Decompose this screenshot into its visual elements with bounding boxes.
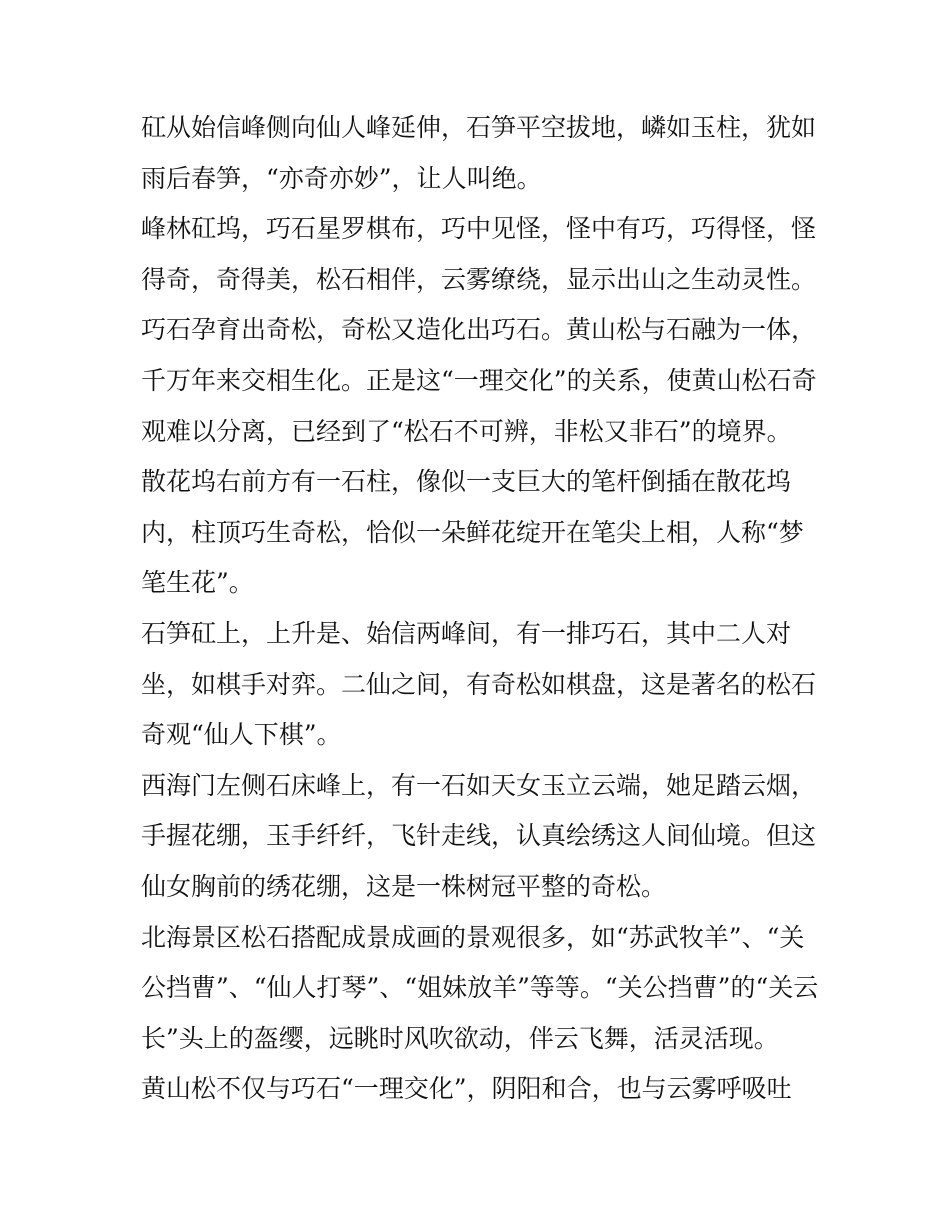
text-line: 坐，如棋手对弈。二仙之间，有奇松如棋盘，这是著名的松石 [141,669,817,699]
text-line: 矼从始信峰侧向仙人峰延伸，石笋平空拔地，嶙如玉柱，犹如 [141,113,817,142]
text-line: 黄山松不仅与巧石“一理交化”，阴阳和合，也与云雾呼吸吐 [141,1074,792,1104]
text-line: 散花坞右前方有一石柱，像似一支巨大的笔杆倒插在散花坞 [141,467,792,497]
text-line: 笔生花”。 [141,568,254,598]
text-line: 北海景区松石搭配成景成画的景观很多，如“苏武牧羊”、“关 [141,922,805,952]
text-line: 雨后春笋，“亦奇亦妙”，让人叫绝。 [141,163,542,193]
document-page [141,103,821,1115]
text-line: 仙女胸前的绣花绷，这是一株树冠平整的奇松。 [141,871,667,901]
text-line: 峰林矼坞，巧石星罗棋布，巧中见怪，怪中有巧，巧得怪，怪 [141,214,817,244]
text-line: 长”头上的盔缨，远眺时风吹欲动，伴云飞舞，活灵活现。 [141,1023,779,1053]
text-line: 得奇，奇得美，松石相伴，云雾缭绕，显示出山之生动灵性。 [141,264,817,294]
text-line: 奇观“仙人下棋”。 [141,720,342,750]
text-line: 手握花绷，玉手纤纤，飞针走线，认真绘绣这人间仙境。但这 [141,821,817,851]
text-line: 公挡曹”、“仙人打琴”、“姐妹放羊”等等。“关公挡曹”的“关云 [141,973,819,1003]
text-line: 西海门左侧石床峰上，有一石如天女玉立云端，她足踏云烟， [141,770,817,800]
text-line: 巧石孕育出奇松，奇松又造化出巧石。黄山松与石融为一体， [141,315,817,345]
text-line: 千万年来交相生化。正是这“一理交化”的关系，使黄山松石奇 [141,365,817,395]
text-line: 石笋矼上，上升是、始信两峰间，有一排巧石，其中二人对 [141,618,792,648]
text-line: 观难以分离，已经到了“松石不可辨，非松又非石”的境界。 [141,416,792,446]
text-line: 内，柱顶巧生奇松，恰似一朵鲜花绽开在笔尖上相，人称“梦 [141,517,804,547]
